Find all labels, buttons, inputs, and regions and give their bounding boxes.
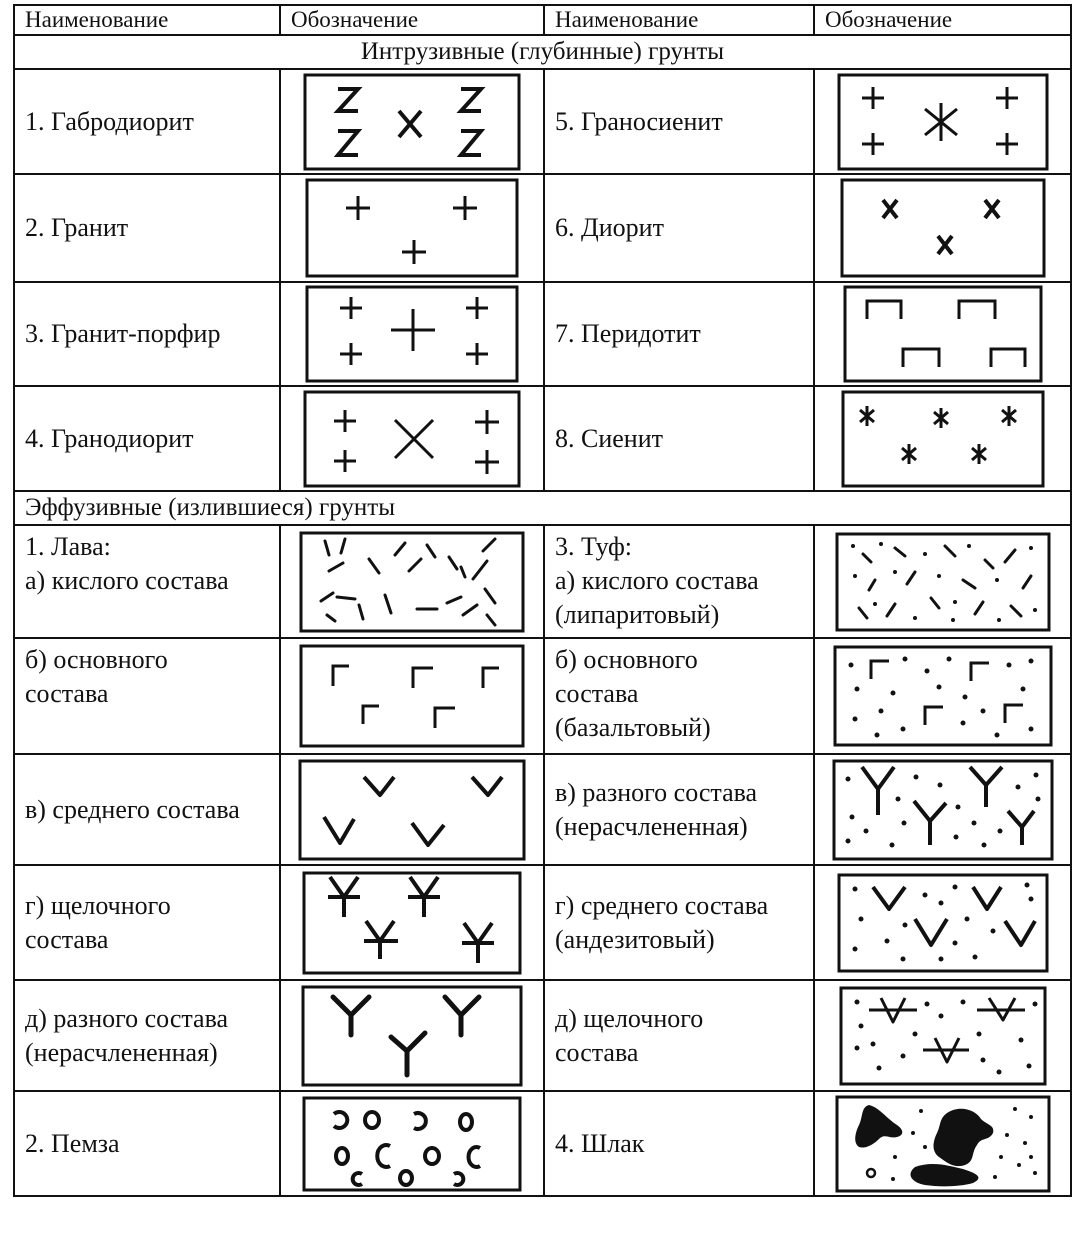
rock-name: [544, 525, 814, 638]
symbol-slag: [814, 1091, 1071, 1196]
gabbrodiorite-symbol-icon: [303, 73, 521, 171]
lava-basic-symbol-icon: [299, 644, 525, 748]
symbol-tuff-intermediate: [814, 865, 1071, 980]
legend-row: [14, 282, 1071, 386]
rock-name: [14, 754, 280, 865]
lava-intermediate-symbol-icon: [298, 759, 526, 861]
rock-name: [544, 754, 814, 865]
legend-row: [14, 525, 1071, 638]
rock-name-line: д) щелочного: [555, 1003, 704, 1033]
rock-name: [14, 1091, 280, 1196]
rock-name-line: а) кислого состава: [25, 566, 229, 595]
rock-name-line: состава: [555, 1037, 639, 1067]
tuff-intermediate-symbol-icon: [837, 873, 1049, 973]
rock-name: 5. Граносиенит: [544, 69, 814, 174]
rock-name: [14, 638, 280, 754]
lava-acid-symbol-icon: [299, 531, 525, 633]
legend-row: [14, 1091, 1071, 1196]
rock-name: 4. Гранодиорит: [14, 386, 280, 491]
rock-name-line: в) разного состава: [555, 777, 758, 807]
rock-name-line: (нерасчлененная): [25, 1037, 218, 1067]
rock-name-line: б) основного: [555, 645, 698, 674]
section-title-effusive: Эффузивные (излившиеся) грунты: [14, 491, 1071, 525]
symbol-tuff-mixed: [814, 754, 1071, 865]
rock-name: 1. Габродиорит: [14, 69, 280, 174]
header-symbol-left: Обозначение: [280, 5, 544, 35]
rock-name-line: 4. Шлак: [555, 1128, 645, 1158]
rock-name: [544, 638, 814, 754]
granite-porphyry-symbol-icon: [305, 285, 519, 383]
tuff-alkaline-symbol-icon: [839, 986, 1047, 1086]
section-title-intrusive: Интрузивные (глубинные) грунты: [14, 35, 1071, 69]
rock-name-line: (липаритовый): [555, 600, 720, 629]
rock-name-line: а) кислого состава: [555, 566, 759, 595]
rock-name-line: (нерасчлененная): [555, 811, 748, 841]
rock-name: 7. Перидотит: [544, 282, 814, 386]
rock-name: [14, 865, 280, 980]
rock-name: [14, 980, 280, 1091]
symbol-lava-alkaline: [280, 865, 544, 980]
pumice-symbol-icon: [302, 1096, 522, 1192]
rock-name: [544, 865, 814, 980]
rock-name-line: (базальтовый): [555, 713, 711, 742]
symbol-diorite: [814, 174, 1071, 282]
header-name-left: Наименование: [14, 5, 280, 35]
lava-alkaline-symbol-icon: [302, 871, 522, 975]
header-name-right: Наименование: [544, 5, 814, 35]
symbol-granite: [280, 174, 544, 282]
syenite-symbol-icon: [841, 390, 1045, 488]
rock-name: 6. Диорит: [544, 174, 814, 282]
granodiorite-symbol-icon: [303, 390, 521, 488]
legend-row: [14, 69, 1071, 174]
rock-name: 8. Сиенит: [544, 386, 814, 491]
rock-name-line: 3. Туф:: [555, 532, 633, 561]
tuff-acid-symbol-icon: [835, 532, 1051, 632]
rock-name-line: состава: [555, 679, 639, 708]
rock-name: 3. Гранит-порфир: [14, 282, 280, 386]
rock-name-line: г) щелочного: [25, 890, 171, 920]
symbol-lava-basic: [280, 638, 544, 754]
rock-name-line: б) основного: [25, 645, 168, 674]
symbol-syenite: [814, 386, 1071, 491]
symbol-granodiorite: [280, 386, 544, 491]
symbol-pumice: [280, 1091, 544, 1196]
symbol-gabbrodiorite: [280, 69, 544, 174]
rock-name: [14, 525, 280, 638]
symbol-tuff-acid: [814, 525, 1071, 638]
peridotite-symbol-icon: [843, 285, 1043, 383]
tuff-basic-symbol-icon: [833, 645, 1053, 747]
header-row: [14, 5, 1071, 35]
rock-name-line: состава: [25, 679, 109, 708]
rock-name-line: состава: [25, 924, 109, 954]
granite-symbol-icon: [305, 178, 519, 278]
symbol-granosyenite: [814, 69, 1071, 174]
symbol-lava-acid: [280, 525, 544, 638]
symbol-peridotite: [814, 282, 1071, 386]
legend-row: [14, 638, 1071, 754]
rock-name: 2. Гранит: [14, 174, 280, 282]
legend-row: [14, 386, 1071, 491]
rock-name-line: (андезитовый): [555, 924, 715, 954]
granosyenite-symbol-icon: [837, 73, 1049, 171]
rock-name: [544, 1091, 814, 1196]
legend-row: [14, 754, 1071, 865]
header-symbol-right: Обозначение: [814, 5, 1071, 35]
legend-row: [14, 865, 1071, 980]
section-row-intrusive: [14, 35, 1071, 69]
legend-table: [13, 4, 1072, 1197]
lava-mixed-symbol-icon: [301, 985, 523, 1087]
rock-name-line: в) среднего состава: [25, 794, 240, 824]
symbol-granite-porphyry: [280, 282, 544, 386]
slag-symbol-icon: [835, 1095, 1051, 1193]
rock-name-line: г) среднего состава: [555, 890, 769, 920]
symbol-lava-intermediate: [280, 754, 544, 865]
rock-name-line: 1. Лава:: [25, 532, 111, 561]
legend-row: [14, 174, 1071, 282]
symbol-tuff-alkaline: [814, 980, 1071, 1091]
symbol-tuff-basic: [814, 638, 1071, 754]
diorite-symbol-icon: [840, 178, 1046, 278]
rock-name-line: д) разного состава: [25, 1003, 229, 1033]
legend-row: [14, 980, 1071, 1091]
symbol-lava-mixed: [280, 980, 544, 1091]
rock-name: [544, 980, 814, 1091]
section-row-effusive: [14, 491, 1071, 525]
tuff-mixed-symbol-icon: [832, 759, 1054, 861]
rock-name-line: 2. Пемза: [25, 1128, 120, 1158]
